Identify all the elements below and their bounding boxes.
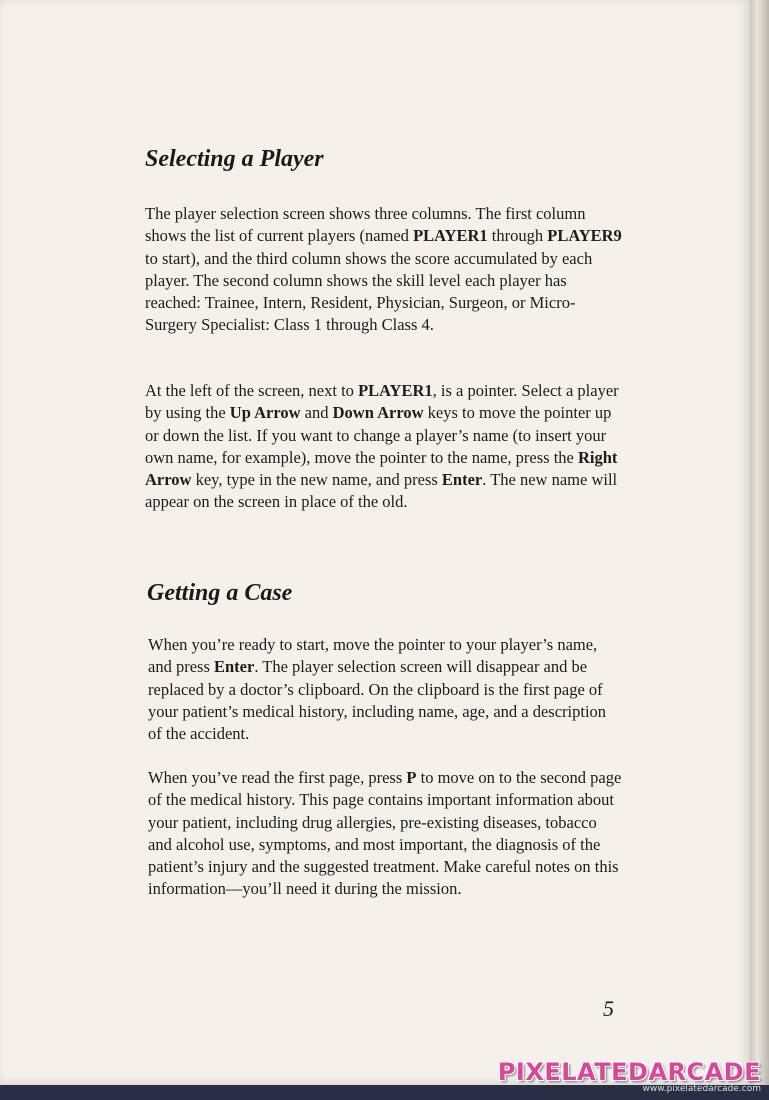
watermark-url: www.pixelatedarcade.com — [642, 1084, 761, 1094]
bold-term: Right Arrow — [145, 447, 618, 490]
text-run: and — [300, 403, 333, 423]
text-run: key, type in the new name, and press — [191, 470, 442, 490]
text-run: . The new name will appear on the screen in place of the old. — [145, 470, 618, 512]
watermark — [498, 1060, 761, 1094]
bold-term: Down Arrow — [332, 403, 424, 423]
paragraph-pointer — [145, 380, 625, 514]
watermark-logo: PIXELATEDARCADE — [497, 1058, 761, 1086]
bold-term: PLAYER9 — [547, 226, 622, 246]
text-run: At the left of the screen, next to — [145, 381, 359, 400]
bold-term: P — [406, 768, 417, 787]
paragraph-ready-to-start — [148, 634, 623, 745]
bold-term: PLAYER1 — [413, 226, 488, 246]
paragraph-medical-history — [148, 767, 623, 901]
text-run: The player selection screen shows three columns. The first column shows the list of current players (named — [145, 204, 586, 246]
page-edge — [750, 0, 769, 1085]
text-run: When you’re ready to start, move the pointer to your player’s name, and press — [148, 635, 598, 677]
bold-term: PLAYER1 — [358, 381, 433, 400]
text-run: When you’ve read the first page, press — [148, 768, 407, 787]
text-run: . The player selection screen will disappear and be replaced by a doctor’s clipboard. On the clipboard is the first page of your patient’s medical history, including name, age, and a description of the accident. — [148, 657, 607, 744]
heading-selecting-a-player: Selecting a Player — [145, 146, 324, 172]
bold-term: Up Arrow — [229, 403, 301, 423]
text-run: through — [487, 226, 548, 246]
text-run: , is a pointer. Select a player by using the — [145, 381, 619, 423]
text-run: keys to move the pointer up or down the list. If you want to change a player’s name (to insert your own name, for example), move the pointer to the name, press the — [145, 403, 612, 467]
page-number: 5 — [603, 996, 614, 1021]
paragraph-player-selection — [145, 203, 625, 337]
text-run: to start), and the third column shows the score accumulated by each player. The second column shows the skill level each player has reached: Trainee, Intern, Resident, Physician, Surgeon, or Micro-Surgery Specialist: Class 1 through Class 4. — [145, 248, 593, 335]
bold-term: Enter — [213, 657, 255, 677]
bold-term: Enter — [441, 470, 483, 490]
text-run: to move on to the second page of the medical history. This page contains important information about your patient, including drug allergies, pre-existing diseases, tobacco and alcohol use, symptoms, and most important, the diagnosis of the patient’s injury and the suggested treatment. Make careful notes on this information—you’ll need it during the mission. — [148, 768, 622, 899]
heading-getting-a-case: Getting a Case — [147, 580, 293, 606]
